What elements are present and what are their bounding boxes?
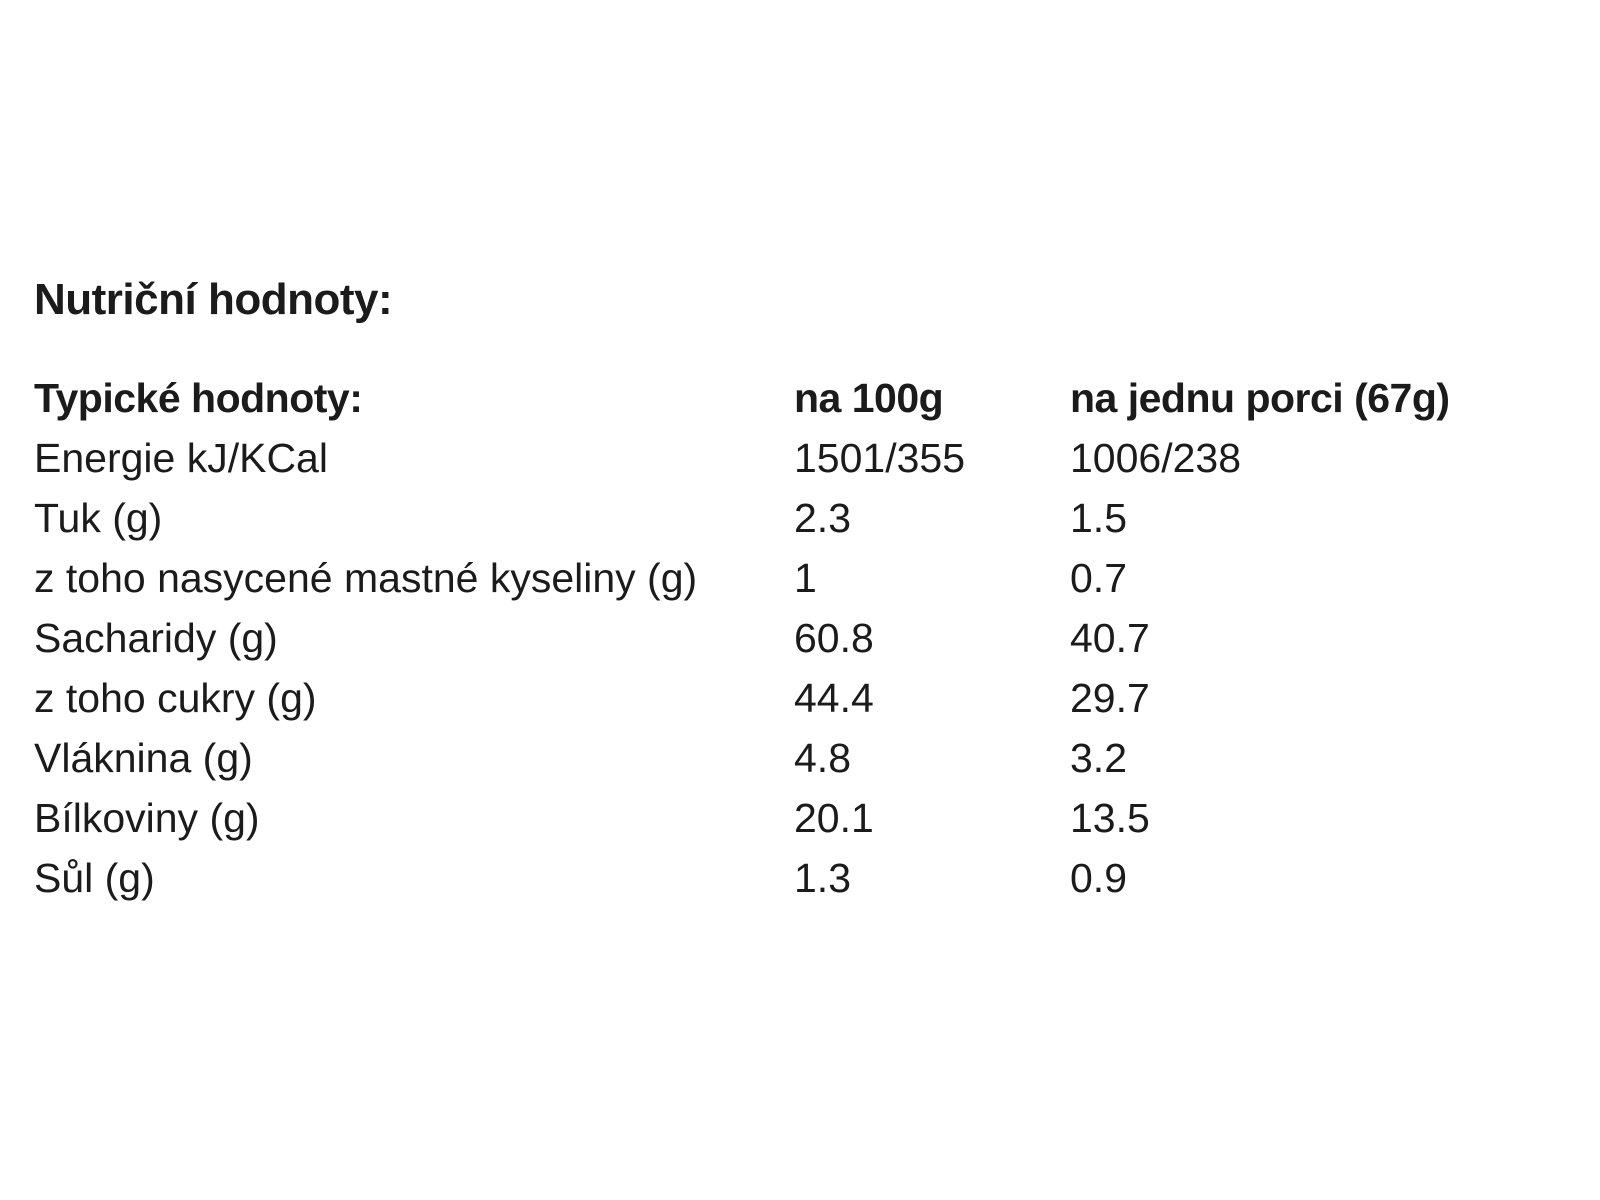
nutrient-name: Sacharidy (g) — [34, 614, 278, 661]
nutrient-name: z toho cukry (g) — [34, 674, 317, 721]
nutrient-name: Tuk (g) — [34, 494, 163, 541]
value-per-100g: 44.4 — [794, 674, 874, 721]
column-header-per-portion: na jednu porci (67g) — [1070, 374, 1450, 421]
value-per-portion: 3.2 — [1070, 734, 1127, 781]
value-per-100g: 20.1 — [794, 794, 874, 841]
nutrient-name: Bílkoviny (g) — [34, 794, 260, 841]
value-per-100g: 60.8 — [794, 614, 874, 661]
table-row — [34, 728, 1490, 788]
table-row — [34, 848, 1490, 908]
table-row — [34, 788, 1490, 848]
table-row — [34, 608, 1490, 668]
column-header-per-100g: na 100g — [794, 374, 944, 421]
table-header-row — [34, 368, 1490, 428]
value-per-portion: 13.5 — [1070, 794, 1150, 841]
value-per-100g: 1 — [794, 554, 817, 601]
column-header-nutrient: Typické hodnoty: — [34, 374, 363, 421]
value-per-100g: 1501/355 — [794, 434, 966, 481]
table-row — [34, 548, 1490, 608]
table-row — [34, 488, 1490, 548]
value-per-100g: 2.3 — [794, 494, 851, 541]
nutrient-name: z toho nasycené mastné kyseliny (g) — [34, 554, 698, 601]
page-title: Nutriční hodnoty: — [34, 275, 393, 324]
nutrition-panel — [34, 272, 1534, 908]
nutrient-name: Energie kJ/KCal — [34, 434, 328, 481]
value-per-portion: 29.7 — [1070, 674, 1150, 721]
value-per-portion: 40.7 — [1070, 614, 1150, 661]
table-row — [34, 668, 1490, 728]
value-per-100g: 1.3 — [794, 854, 851, 901]
value-per-portion: 0.9 — [1070, 854, 1127, 901]
value-per-100g: 4.8 — [794, 734, 851, 781]
nutrient-name: Vláknina (g) — [34, 734, 253, 781]
nutrient-name: Sůl (g) — [34, 854, 155, 901]
value-per-portion: 1.5 — [1070, 494, 1127, 541]
table-row — [34, 428, 1490, 488]
nutrition-table — [34, 368, 1490, 908]
value-per-portion: 1006/238 — [1070, 434, 1242, 481]
value-per-portion: 0.7 — [1070, 554, 1127, 601]
